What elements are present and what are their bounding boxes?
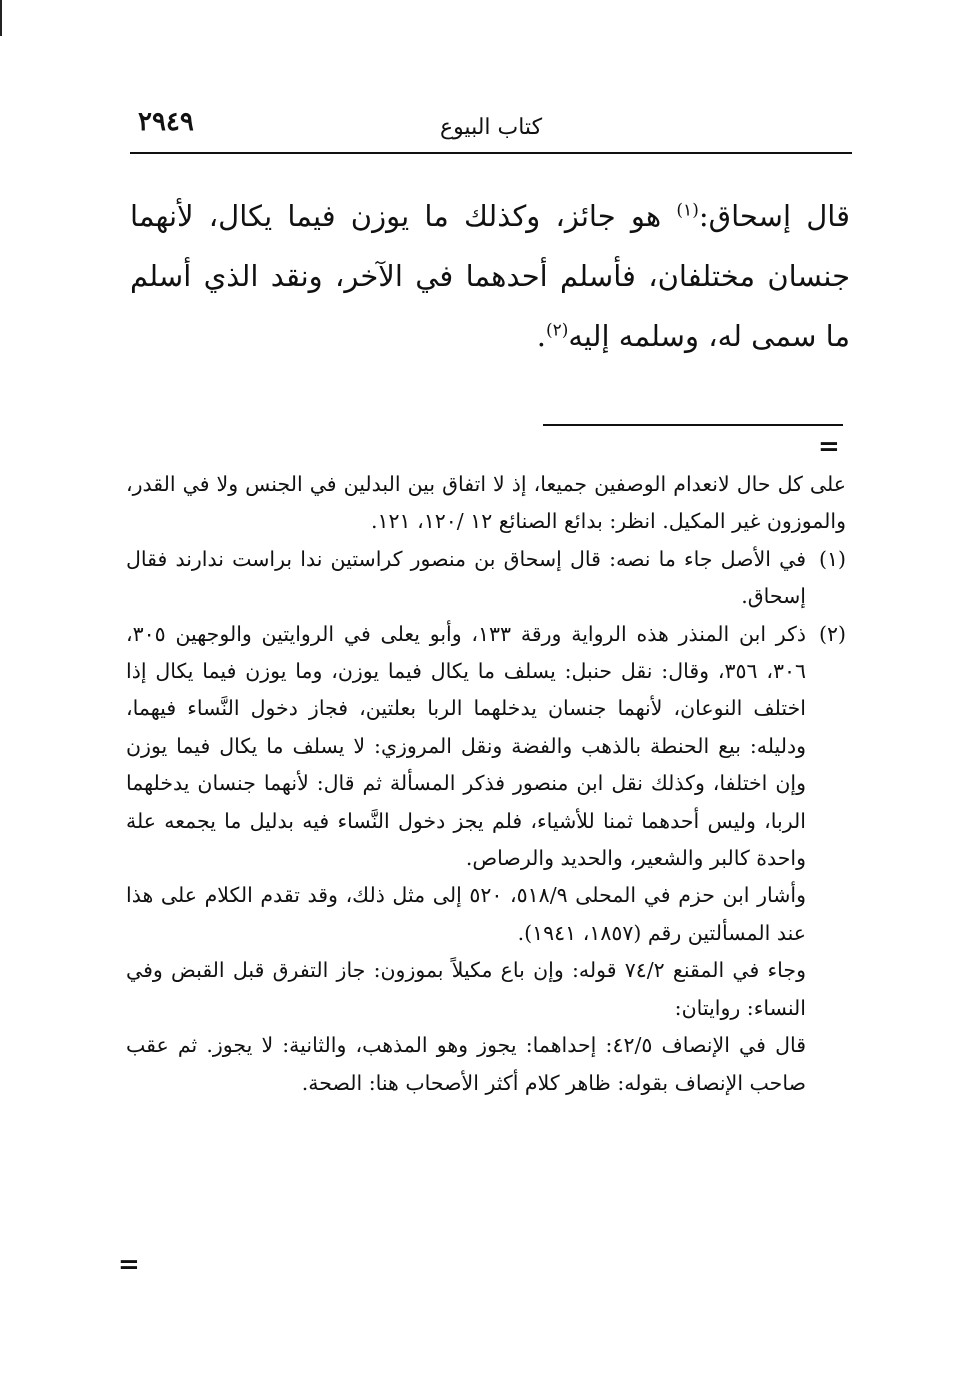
footnotes [126,466,846,1102]
footnote-ref-2: (٢) [545,320,569,341]
footnote-2-insaf: قال في الإنصاف ٤٢/٥: إحداهما: يجوز وهو المذهب، والثانية: لا يجوز. ثم عقب صاحب الإنصاف بقوله: ظاهر كلام أكثر الأصحاب هنا: الصحة. [126,1033,807,1095]
page-number: ٢٩٤٩ [138,107,194,137]
main-text [130,186,850,366]
continued-mark: = [818,432,840,462]
footnote-ref-1: (١) [676,200,699,221]
footnote-2-number: (٢) [818,621,846,646]
main-text-part: قال إسحاق: [698,199,850,233]
footnote-2-ibn-hazm: وأشار ابن حزم في المحلى ٥١٨/٩، ٥٢٠ إلى مثل ذلك، وقد تقدم الكلام على هذا عند المسألتين رقم (١٨٥٧، ١٩٤١). [126,883,807,945]
main-text-part: . [536,319,546,353]
footnote-1-text: في الأصل جاء ما نصه: قال إسحاق بن منصور كراستين ندا براست ندارند فقال إسحاق. [126,546,806,609]
footnote-1 [126,541,846,616]
page-header [130,104,852,154]
footnote-1-number: (١) [818,546,846,571]
running-title: كتاب البيوع [439,115,543,140]
footnote-2 [126,616,846,878]
main-text-part: هو جائز، وكذلك ما يوزن فيما يكال، لأنهما جنسان مختلفان، فأسلم أحدهما في الآخر، ونقد الذي أسلم ما سمى له، وسلمه إليه [130,199,850,353]
page-edge-mark [0,0,2,36]
footnote-separator [543,424,843,426]
footnote-continued-text: على كل حال لانعدام الوصفين جميعا، إذ لا اتفاق بين البدلين في الجنس ولا في القدر، والموزون غير المكيل. انظر: بدائع الصنائع ١٢ /١٢٠، ١٢١. [126,472,846,534]
footnote-2-muqni: وجاء في المقنع ٧٤/٢ قوله: وإن باع مكيلاً بموزون: جاز التفرق قبل القبض وفي النساء: روايتان: [126,958,806,1020]
main-paragraph [130,186,850,366]
continues-mark: = [118,1250,140,1280]
footnote-2-text: ذكر ابن المنذر هذه الرواية ورقة ١٣٣، وأبو يعلى في الروايتين والوجهين ٣٠٥، ٣٠٦، ٣٥٦، وقال: نقل حنبل: يسلف ما يكال فيما يوزن، وما يوزن فيما يكال إذا اختلف النوعان، لأنهما جنسان يدخلهما الربا بعلتين، فجاز دخول النَّساء فيهما، ودليله: بيع الحنطة بالذهب والفضة ونقل المروزي: لا يسلف ما يكال فيما يوزن وإن اختلفا، وكذلك نقل ابن منصور فذكر المسألة ثم قال: لأنهما جنسان يدخلهما الربا، وليس أحدهما ثمنا للأشياء، فلم يجز دخول النَّساء فيه بدليل ما يجمعه علة واحدة كالبر والشعير، والحديد والرصاص. [126,621,806,871]
